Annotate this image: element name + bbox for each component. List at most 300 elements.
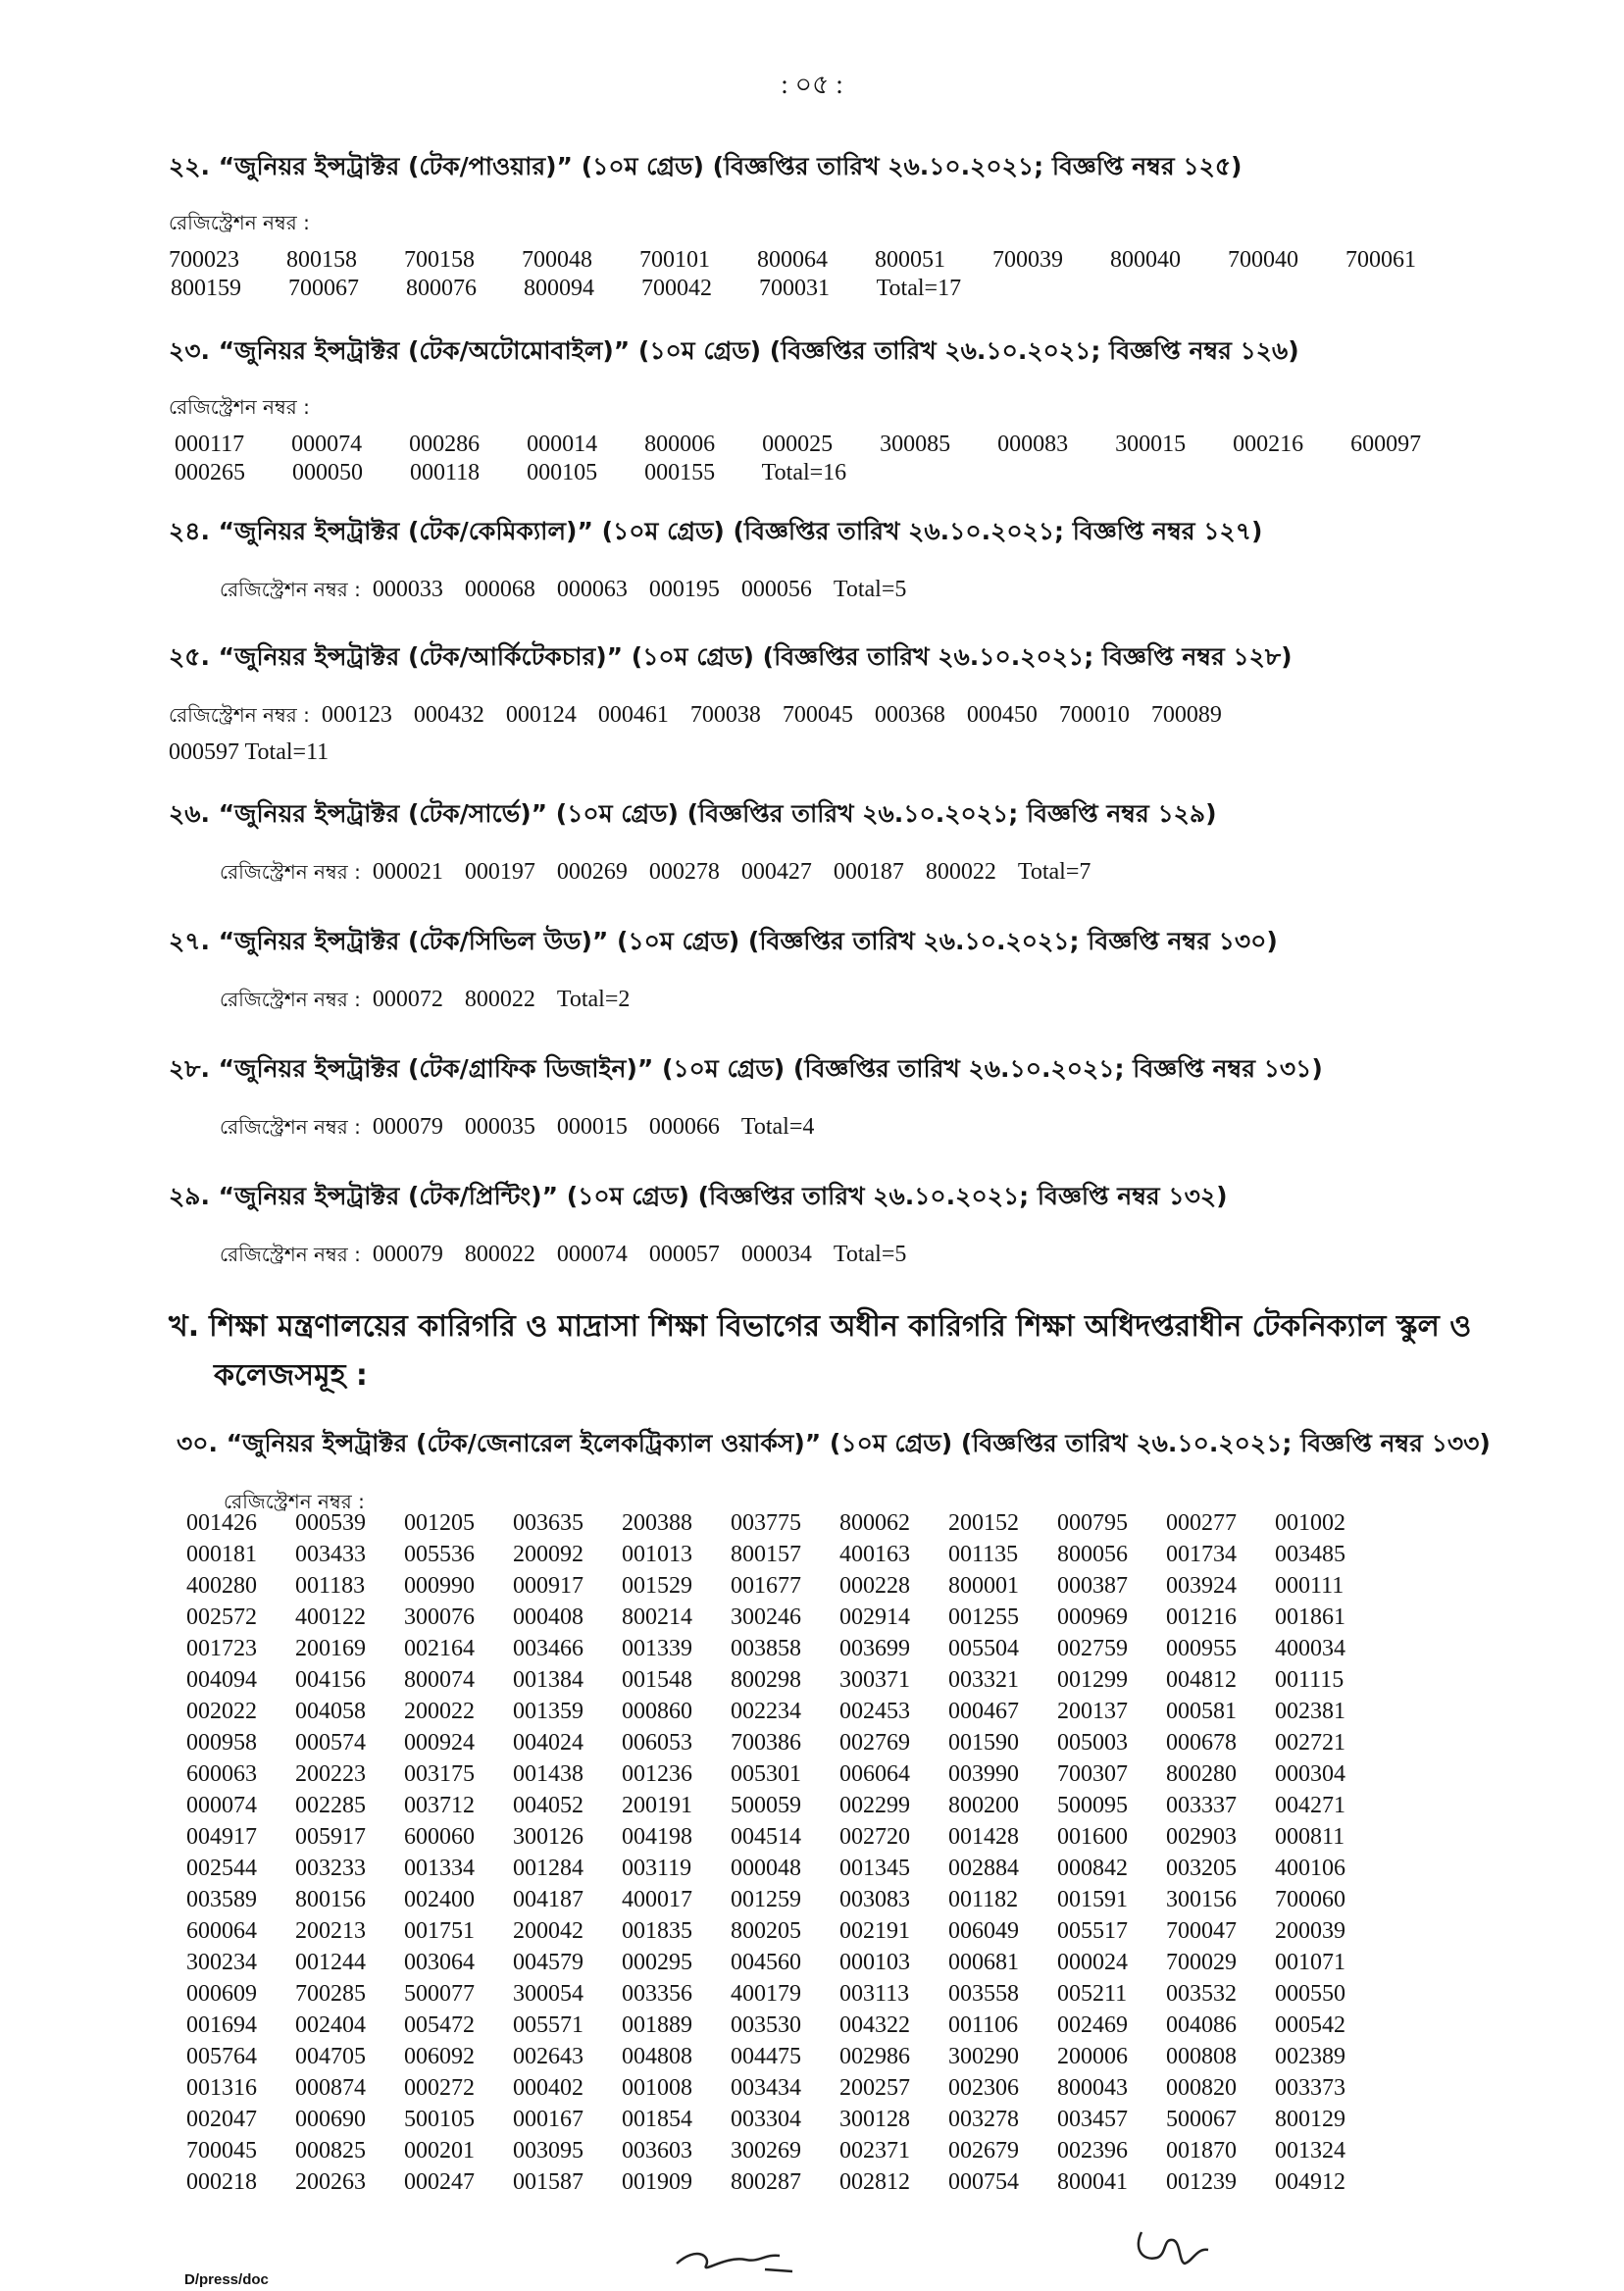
registration-number: 300246 bbox=[731, 1604, 801, 1630]
registration-number: 005764 bbox=[186, 2044, 257, 2069]
registration-number: 003990 bbox=[948, 1761, 1019, 1787]
registration-number: 003304 bbox=[731, 2107, 801, 2132]
registration-number: 000304 bbox=[1275, 1761, 1345, 1787]
registration-number: 004560 bbox=[731, 1950, 801, 1975]
registration-number: 001438 bbox=[513, 1761, 584, 1787]
registration-number: 006064 bbox=[839, 1761, 910, 1787]
registration-number: 800156 bbox=[295, 1887, 366, 1912]
registration-number: 700038 bbox=[689, 702, 761, 728]
registration-number: 300234 bbox=[186, 1950, 257, 1975]
registration-number: 000690 bbox=[295, 2107, 366, 2132]
registration-number: 001723 bbox=[186, 1636, 257, 1661]
registration-number: 000024 bbox=[1057, 1950, 1128, 1975]
registration-number: 300371 bbox=[839, 1667, 910, 1693]
registration-number: 000057 bbox=[648, 1242, 720, 1267]
registration-number: 000539 bbox=[295, 1510, 366, 1536]
registration-number: 002469 bbox=[1057, 2012, 1128, 2038]
registration-number: 002544 bbox=[186, 1856, 257, 1881]
section-30 bbox=[177, 1424, 1579, 1520]
registration-number: 001236 bbox=[622, 1761, 692, 1787]
registration-number: 001345 bbox=[839, 1856, 910, 1881]
registration-number: 000808 bbox=[1166, 2044, 1237, 2069]
registration-number: 001115 bbox=[1275, 1667, 1345, 1693]
registration-number: 000368 bbox=[874, 702, 945, 728]
registration-number: 000103 bbox=[839, 1950, 910, 1975]
registration-number: 002769 bbox=[839, 1730, 910, 1756]
section-28 bbox=[169, 1049, 1571, 1146]
registration-number: 800062 bbox=[839, 1510, 910, 1536]
section-heading-kha bbox=[169, 1302, 1522, 1400]
registration-number: 001284 bbox=[513, 1856, 584, 1881]
registration-number: 002191 bbox=[839, 1918, 910, 1944]
registration-number: 500059 bbox=[731, 1793, 801, 1818]
registration-number: 000990 bbox=[404, 1573, 475, 1599]
registration-number: 400179 bbox=[731, 1981, 801, 2007]
registration-number: 200137 bbox=[1057, 1699, 1128, 1724]
registration-number: 001259 bbox=[731, 1887, 801, 1912]
registration-number: 003356 bbox=[622, 1981, 692, 2007]
registration-label: রেজিস্ট্রেশন নম্বর : bbox=[169, 211, 310, 234]
section-24 bbox=[169, 512, 1571, 608]
registration-number: 000387 bbox=[1057, 1573, 1128, 1599]
registration-number: 002720 bbox=[839, 1824, 910, 1850]
registration-number: 005571 bbox=[513, 2012, 584, 2038]
registration-number: 001135 bbox=[948, 1542, 1019, 1567]
registration-number: 800129 bbox=[1275, 2107, 1345, 2132]
registration-number: 000048 bbox=[731, 1856, 801, 1881]
registration-number: 200213 bbox=[295, 1918, 366, 1944]
registration-number: 800022 bbox=[464, 1242, 535, 1267]
registration-number: 003858 bbox=[731, 1636, 801, 1661]
registration-number: 300126 bbox=[513, 1824, 584, 1850]
registration-number: 001183 bbox=[295, 1573, 366, 1599]
registration-number: 001216 bbox=[1166, 1604, 1237, 1630]
registration-number: 000269 bbox=[556, 859, 628, 885]
section-title: ৩০. “জুনিয়র ইন্সট্রাক্টর (টেক/জেনারেল ইলেকট্রিক্যাল ওয়ার্কস)” (১০ম গ্রেড) (বিজ্ঞপ্তির তারিখ ২৬.১০.২০২১; বিজ্ঞপ্তি নম্বর ১৩৩) bbox=[177, 1429, 1491, 1457]
registration-number: 000609 bbox=[186, 1981, 257, 2007]
registration-number: 004187 bbox=[513, 1887, 584, 1912]
registration-number: 001590 bbox=[948, 1730, 1019, 1756]
registration-number: 000021 bbox=[372, 859, 443, 885]
registration-number: 800200 bbox=[948, 1793, 1019, 1818]
registration-number: 000056 bbox=[740, 577, 812, 602]
registration-number: 002903 bbox=[1166, 1824, 1237, 1850]
registration-number: 700010 bbox=[1058, 702, 1130, 728]
registration-number: 005917 bbox=[295, 1824, 366, 1850]
registration-number: 003603 bbox=[622, 2138, 692, 2164]
registration-grid-row bbox=[186, 2044, 1384, 2075]
registration-number: 002022 bbox=[186, 1699, 257, 1724]
registration-number: 001694 bbox=[186, 2012, 257, 2038]
registration-number: 001751 bbox=[404, 1918, 475, 1944]
registration-number: 200388 bbox=[622, 1510, 692, 1536]
registration-number: 000015 bbox=[556, 1114, 628, 1140]
registration-grid-row bbox=[186, 2169, 1384, 2201]
registration-number: 001734 bbox=[1166, 1542, 1237, 1567]
registration-grid-row bbox=[186, 1793, 1384, 1824]
registration-number: 700060 bbox=[1275, 1887, 1345, 1912]
registration-number: 006049 bbox=[948, 1918, 1019, 1944]
registration-row bbox=[169, 576, 1571, 608]
registration-grid-row bbox=[186, 1604, 1384, 1636]
registration-number: 000201 bbox=[404, 2138, 475, 2164]
registration-number: 000074 bbox=[556, 1242, 628, 1267]
registration-number: 000167 bbox=[513, 2107, 584, 2132]
registration-number: 003321 bbox=[948, 1667, 1019, 1693]
registration-number: 200092 bbox=[513, 1542, 584, 1567]
registration-number: 001587 bbox=[513, 2169, 584, 2195]
registration-number: 600060 bbox=[404, 1824, 475, 1850]
registration-number: 000218 bbox=[186, 2169, 257, 2195]
registration-number: 000917 bbox=[513, 1573, 584, 1599]
registration-number: 002812 bbox=[839, 2169, 910, 2195]
registration-number: 004475 bbox=[731, 2044, 801, 2069]
registration-row bbox=[169, 858, 1571, 891]
registration-number: 001870 bbox=[1166, 2138, 1237, 2164]
registration-number: 300269 bbox=[731, 2138, 801, 2164]
registration-number: 001835 bbox=[622, 1918, 692, 1944]
registration-number: 001182 bbox=[948, 1887, 1019, 1912]
registration-number: 004094 bbox=[186, 1667, 257, 1693]
registration-number: 000124 bbox=[505, 702, 577, 728]
registration-number: 004917 bbox=[186, 1824, 257, 1850]
registration-number: 003589 bbox=[186, 1887, 257, 1912]
registration-number: 000278 bbox=[648, 859, 720, 885]
registration-number: 002884 bbox=[948, 1856, 1019, 1881]
registration-number: 002914 bbox=[839, 1604, 910, 1630]
registration-number: 001324 bbox=[1275, 2138, 1345, 2164]
registration-number: 001677 bbox=[731, 1573, 801, 1599]
registration-number: 700045 bbox=[782, 702, 853, 728]
registration-number: 001359 bbox=[513, 1699, 584, 1724]
registration-number: 800280 bbox=[1166, 1761, 1237, 1787]
registration-number: 002396 bbox=[1057, 2138, 1128, 2164]
registration-row bbox=[169, 1113, 1571, 1146]
registration-number: 006092 bbox=[404, 2044, 475, 2069]
registration-label: রেজিস্ট্রেশন নম্বর : bbox=[224, 1490, 365, 1513]
registration-row bbox=[169, 1241, 1571, 1273]
registration-number: 000874 bbox=[295, 2075, 366, 2101]
registration-number: 200191 bbox=[622, 1793, 692, 1818]
registration-number: 003373 bbox=[1275, 2075, 1345, 2101]
registration-number: 002381 bbox=[1275, 1699, 1345, 1724]
registration-number: 002285 bbox=[295, 1793, 366, 1818]
registration-label: রেজিস্ট্রেশন নম্বর : bbox=[220, 1115, 361, 1139]
registration-number: 003532 bbox=[1166, 1981, 1237, 2007]
section-26 bbox=[169, 794, 1571, 891]
section-title: ২৪. “জুনিয়র ইন্সট্রাক্টর (টেক/কেমিক্যাল)” (১০ম গ্রেড) (বিজ্ঞপ্তির তারিখ ২৬.১০.২০২১; বিজ্ঞপ্তি নম্বর ১২৭) bbox=[169, 517, 1263, 545]
registration-number: 000427 bbox=[740, 859, 812, 885]
registration-grid-row bbox=[186, 1699, 1384, 1730]
registration-number: 000034 bbox=[740, 1242, 812, 1267]
registration-number: 300128 bbox=[839, 2107, 910, 2132]
registration-number: 003119 bbox=[622, 1856, 692, 1881]
registration-number: 004322 bbox=[839, 2012, 910, 2038]
registration-number: 004271 bbox=[1275, 1793, 1345, 1818]
registration-number: 000111 bbox=[1275, 1573, 1345, 1599]
registration-number: 001008 bbox=[622, 2075, 692, 2101]
section-title: ২৩. “জুনিয়র ইন্সট্রাক্টর (টেক/অটোমোবাইল)” (১০ম গ্রেড) (বিজ্ঞপ্তির তারিখ ২৬.১০.২০২১; বিজ্ঞপ্তি নম্বর ১২৬) bbox=[169, 336, 1299, 365]
registration-number: 001244 bbox=[295, 1950, 366, 1975]
registration-number: 004086 bbox=[1166, 2012, 1237, 2038]
registration-grid bbox=[186, 1510, 1384, 2201]
registration-number: 003337 bbox=[1166, 1793, 1237, 1818]
registration-number: 004705 bbox=[295, 2044, 366, 2069]
document-reference: D/press/doc bbox=[184, 2271, 269, 2288]
registration-grid-row bbox=[186, 2107, 1384, 2138]
registration-number: 002234 bbox=[731, 1699, 801, 1724]
registration-number: 000181 bbox=[186, 1542, 257, 1567]
registration-number: 000842 bbox=[1057, 1856, 1128, 1881]
registration-number: 000228 bbox=[839, 1573, 910, 1599]
registration-number: 000402 bbox=[513, 2075, 584, 2101]
registration-number: 005517 bbox=[1057, 1918, 1128, 1944]
registration-number: 200257 bbox=[839, 2075, 910, 2101]
registration-label: রেজিস্ট্রেশন নম্বর : bbox=[169, 395, 310, 419]
registration-number: 000754 bbox=[948, 2169, 1019, 2195]
registration-number: 002643 bbox=[513, 2044, 584, 2069]
registration-number: 200006 bbox=[1057, 2044, 1128, 2069]
registration-number: 000277 bbox=[1166, 1510, 1237, 1536]
registration-number: 700045 bbox=[186, 2138, 257, 2164]
registration-number: 002306 bbox=[948, 2075, 1019, 2101]
registration-number: 001529 bbox=[622, 1573, 692, 1599]
registration-number: 001426 bbox=[186, 1510, 257, 1536]
registration-number: 001255 bbox=[948, 1604, 1019, 1630]
registration-number: 000295 bbox=[622, 1950, 692, 1975]
registration-number: 005504 bbox=[948, 1636, 1019, 1661]
registration-number: 000811 bbox=[1275, 1824, 1345, 1850]
registration-number: 800056 bbox=[1057, 1542, 1128, 1567]
registration-number: Total=7 bbox=[1017, 859, 1091, 885]
registration-number: 800214 bbox=[622, 1604, 692, 1630]
registration-number: 400106 bbox=[1275, 1856, 1345, 1881]
registration-number: 002047 bbox=[186, 2107, 257, 2132]
registration-number: 400017 bbox=[622, 1887, 692, 1912]
registration-number: 400280 bbox=[186, 1573, 257, 1599]
registration-number: 003924 bbox=[1166, 1573, 1237, 1599]
registration-number: 003278 bbox=[948, 2107, 1019, 2132]
registration-number: Total=2 bbox=[556, 987, 631, 1012]
registration-number: 003712 bbox=[404, 1793, 475, 1818]
registration-number: 002400 bbox=[404, 1887, 475, 1912]
registration-number: 200039 bbox=[1275, 1918, 1345, 1944]
registration-label: রেজিস্ট্রেশন নম্বর : bbox=[169, 703, 310, 727]
registration-number: 000079 bbox=[372, 1242, 443, 1267]
registration-number: 001002 bbox=[1275, 1510, 1345, 1536]
registration-number: 001316 bbox=[186, 2075, 257, 2101]
registration-number: 000450 bbox=[966, 702, 1038, 728]
registration-grid-row bbox=[186, 1542, 1384, 1573]
registration-number: Total=5 bbox=[833, 577, 907, 602]
registration-number: 004912 bbox=[1275, 2169, 1345, 2195]
registration-number: 000033 bbox=[372, 577, 443, 602]
registration-number: 003485 bbox=[1275, 1542, 1345, 1567]
registration-number: 000123 bbox=[321, 702, 392, 728]
registration-number: 005301 bbox=[731, 1761, 801, 1787]
registration-number: 004058 bbox=[295, 1699, 366, 1724]
registration-number: 003775 bbox=[731, 1510, 801, 1536]
registration-number: 000924 bbox=[404, 1730, 475, 1756]
registration-number: 001334 bbox=[404, 1856, 475, 1881]
registration-number: 800074 bbox=[404, 1667, 475, 1693]
registration-number: 800022 bbox=[464, 987, 535, 1012]
registration-number: 000187 bbox=[833, 859, 904, 885]
registration-number: 001548 bbox=[622, 1667, 692, 1693]
registration-grid-row bbox=[186, 2012, 1384, 2044]
registration-number: 004198 bbox=[622, 1824, 692, 1850]
registration-number: 003530 bbox=[731, 2012, 801, 2038]
heading-line: কলেজসমূহ : bbox=[214, 1358, 368, 1393]
registration-number: 600064 bbox=[186, 1918, 257, 1944]
registration-row bbox=[169, 701, 1571, 734]
registration-number: 200152 bbox=[948, 1510, 1019, 1536]
registration-number: 003635 bbox=[513, 1510, 584, 1536]
registration-number: 800022 bbox=[925, 859, 996, 885]
registration-number: 001299 bbox=[1057, 1667, 1128, 1693]
registration-number: 500077 bbox=[404, 1981, 475, 2007]
registration-number: 000820 bbox=[1166, 2075, 1237, 2101]
registration-number: 001013 bbox=[622, 1542, 692, 1567]
registration-number: 000860 bbox=[622, 1699, 692, 1724]
registration-number: 300290 bbox=[948, 2044, 1019, 2069]
registration-number: 000408 bbox=[513, 1604, 584, 1630]
registration-number: 003064 bbox=[404, 1950, 475, 1975]
registration-number: 000063 bbox=[556, 577, 628, 602]
section-title: ২৮. “জুনিয়র ইন্সট্রাক্টর (টেক/গ্রাফিক ডিজাইন)” (১০ম গ্রেড) (বিজ্ঞপ্তির তারিখ ২৬.১০.২০২১; বিজ্ঞপ্তি নম্বর ১৩১) bbox=[169, 1054, 1323, 1083]
registration-number: 000195 bbox=[648, 577, 720, 602]
registration-number: 000035 bbox=[464, 1114, 535, 1140]
registration-line: 000265 000050 000118 000105 000155 Total=16 bbox=[175, 460, 847, 485]
registration-number: 002679 bbox=[948, 2138, 1019, 2164]
registration-number: 200263 bbox=[295, 2169, 366, 2195]
registration-label: রেজিস্ট্রেশন নম্বর : bbox=[220, 860, 361, 884]
registration-number: 400034 bbox=[1275, 1636, 1345, 1661]
heading-line: শিক্ষা মন্ত্রণালয়ের কারিগরি ও মাদ্রাসা শিক্ষা বিভাগের অধীন কারিগরি শিক্ষা অধিদপ্তরাধীন টেকনিক্যাল স্কুল ও bbox=[209, 1309, 1472, 1344]
registration-grid-row bbox=[186, 1981, 1384, 2012]
registration-number: 700029 bbox=[1166, 1950, 1237, 1975]
section-title: ২২. “জুনিয়র ইন্সট্রাক্টর (টেক/পাওয়ার)” (১০ম গ্রেড) (বিজ্ঞপ্তির তারিখ ২৬.১০.২০২১; বিজ্ঞপ্তি নম্বর ১২৫) bbox=[169, 152, 1243, 180]
registration-number: 000432 bbox=[413, 702, 484, 728]
registration-number: 400122 bbox=[295, 1604, 366, 1630]
registration-line: 000597 Total=11 bbox=[169, 739, 330, 765]
registration-number: 800205 bbox=[731, 1918, 801, 1944]
registration-number: 000072 bbox=[372, 987, 443, 1012]
registration-number: 000074 bbox=[186, 1793, 257, 1818]
registration-line: 800159 700067 800076 800094 700042 700031 Total=17 bbox=[171, 276, 962, 301]
registration-number: 700386 bbox=[731, 1730, 801, 1756]
section-27 bbox=[169, 922, 1571, 1018]
registration-number: 000958 bbox=[186, 1730, 257, 1756]
registration-row bbox=[169, 986, 1571, 1018]
registration-number: 002572 bbox=[186, 1604, 257, 1630]
registration-number: 001600 bbox=[1057, 1824, 1128, 1850]
registration-number: 001071 bbox=[1275, 1950, 1345, 1975]
registration-number: 800001 bbox=[948, 1573, 1019, 1599]
registration-grid-row bbox=[186, 1918, 1384, 1950]
registration-number: 000247 bbox=[404, 2169, 475, 2195]
registration-number: 003466 bbox=[513, 1636, 584, 1661]
registration-number: 003095 bbox=[513, 2138, 584, 2164]
registration-number: 002299 bbox=[839, 1793, 910, 1818]
registration-number: 001239 bbox=[1166, 2169, 1237, 2195]
registration-line: 700023 800158 700158 700048 700101 800064 800051 700039 800040 700040 700061 bbox=[169, 247, 1416, 273]
registration-grid-row bbox=[186, 1636, 1384, 1667]
signature-left bbox=[667, 2226, 804, 2285]
registration-number: 000272 bbox=[404, 2075, 475, 2101]
registration-number: 001106 bbox=[948, 2012, 1019, 2038]
registration-number: 002721 bbox=[1275, 1730, 1345, 1756]
registration-number: 000574 bbox=[295, 1730, 366, 1756]
registration-number: Total=4 bbox=[740, 1114, 815, 1140]
registration-number: 800298 bbox=[731, 1667, 801, 1693]
registration-number: 003434 bbox=[731, 2075, 801, 2101]
registration-number: 800041 bbox=[1057, 2169, 1128, 2195]
registration-number: 004024 bbox=[513, 1730, 584, 1756]
registration-number: 004579 bbox=[513, 1950, 584, 1975]
registration-number: 002164 bbox=[404, 1636, 475, 1661]
registration-number: 000542 bbox=[1275, 2012, 1345, 2038]
registration-number: 700307 bbox=[1057, 1761, 1128, 1787]
registration-number: 005003 bbox=[1057, 1730, 1128, 1756]
registration-number: 002986 bbox=[839, 2044, 910, 2069]
registration-number: 005472 bbox=[404, 2012, 475, 2038]
registration-grid-row bbox=[186, 1730, 1384, 1761]
registration-number: 002371 bbox=[839, 2138, 910, 2164]
section-title: ২৯. “জুনিয়র ইন্সট্রাক্টর (টেক/প্রিন্টিং)” (১০ম গ্রেড) (বিজ্ঞপ্তির তারিখ ২৬.১০.২০২১; বিজ্ঞপ্তি নম্বর ১৩২) bbox=[169, 1182, 1228, 1210]
registration-number: 005211 bbox=[1057, 1981, 1128, 2007]
registration-number: 200042 bbox=[513, 1918, 584, 1944]
registration-number: 003113 bbox=[839, 1981, 910, 2007]
registration-number: 002759 bbox=[1057, 1636, 1128, 1661]
registration-number: 800287 bbox=[731, 2169, 801, 2195]
registration-number: 006053 bbox=[622, 1730, 692, 1756]
registration-number: 000795 bbox=[1057, 1510, 1128, 1536]
registration-number: 800043 bbox=[1057, 2075, 1128, 2101]
registration-number: 000581 bbox=[1166, 1699, 1237, 1724]
registration-number: 002389 bbox=[1275, 2044, 1345, 2069]
registration-number: 004808 bbox=[622, 2044, 692, 2069]
registration-number: 000955 bbox=[1166, 1636, 1237, 1661]
registration-grid-row bbox=[186, 1950, 1384, 1981]
registration-number: 002404 bbox=[295, 2012, 366, 2038]
registration-number: 003457 bbox=[1057, 2107, 1128, 2132]
registration-number: Total=5 bbox=[833, 1242, 907, 1267]
registration-number: 500105 bbox=[404, 2107, 475, 2132]
signature-right bbox=[1128, 2218, 1226, 2277]
registration-grid-row bbox=[186, 1887, 1384, 1918]
section-25 bbox=[169, 637, 1571, 766]
registration-number: 700047 bbox=[1166, 1918, 1237, 1944]
registration-number: 000550 bbox=[1275, 1981, 1345, 2007]
registration-number: 800157 bbox=[731, 1542, 801, 1567]
registration-grid-row bbox=[186, 1573, 1384, 1604]
registration-number: 000678 bbox=[1166, 1730, 1237, 1756]
registration-number: 004156 bbox=[295, 1667, 366, 1693]
registration-number: 004514 bbox=[731, 1824, 801, 1850]
registration-number: 400163 bbox=[839, 1542, 910, 1567]
registration-grid-row bbox=[186, 1510, 1384, 1542]
registration-number: 000681 bbox=[948, 1950, 1019, 1975]
registration-number: 000467 bbox=[948, 1699, 1019, 1724]
registration-number: 001428 bbox=[948, 1824, 1019, 1850]
section-22 bbox=[169, 147, 1571, 302]
registration-label: রেজিস্ট্রেশন নম্বর : bbox=[220, 578, 361, 601]
registration-number: 001339 bbox=[622, 1636, 692, 1661]
registration-number: 000825 bbox=[295, 2138, 366, 2164]
section-29 bbox=[169, 1177, 1571, 1273]
registration-number: 500067 bbox=[1166, 2107, 1237, 2132]
